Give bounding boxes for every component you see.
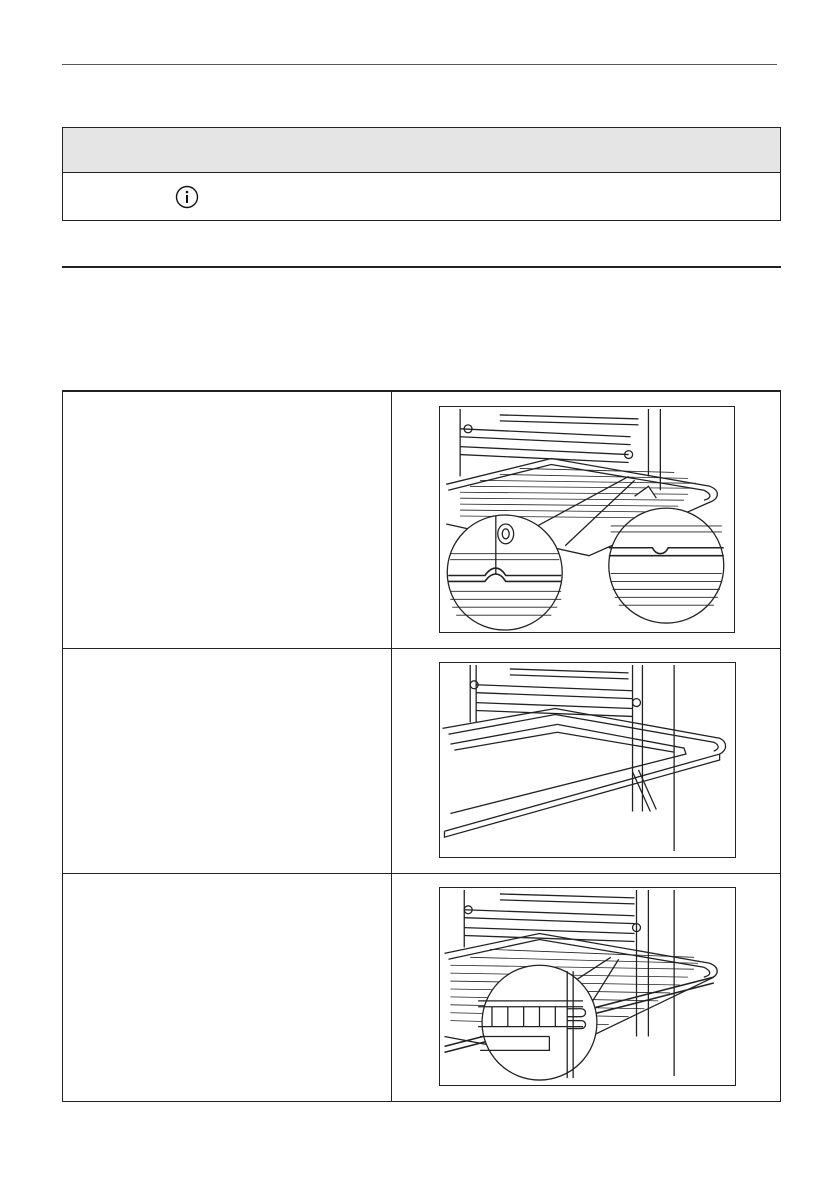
instruction-cell (63, 392, 391, 648)
baking-tray-illustration (439, 662, 736, 858)
table-row (63, 649, 780, 874)
table-row (63, 874, 780, 1102)
table-row (63, 392, 780, 649)
instruction-cell (63, 874, 391, 1102)
column-divider (391, 874, 392, 1102)
info-note-row (63, 173, 780, 220)
section-rule (62, 266, 781, 268)
wire-shelf-tray-illustration (439, 887, 736, 1086)
instruction-cell (63, 649, 391, 873)
info-note-table (62, 127, 781, 221)
column-divider (391, 392, 392, 648)
info-note-header (63, 128, 780, 173)
info-icon (175, 185, 199, 209)
accessory-insertion-table (62, 390, 781, 1102)
wire-shelf-illustration (439, 406, 735, 633)
column-divider (391, 649, 392, 873)
header-rule (62, 64, 777, 65)
